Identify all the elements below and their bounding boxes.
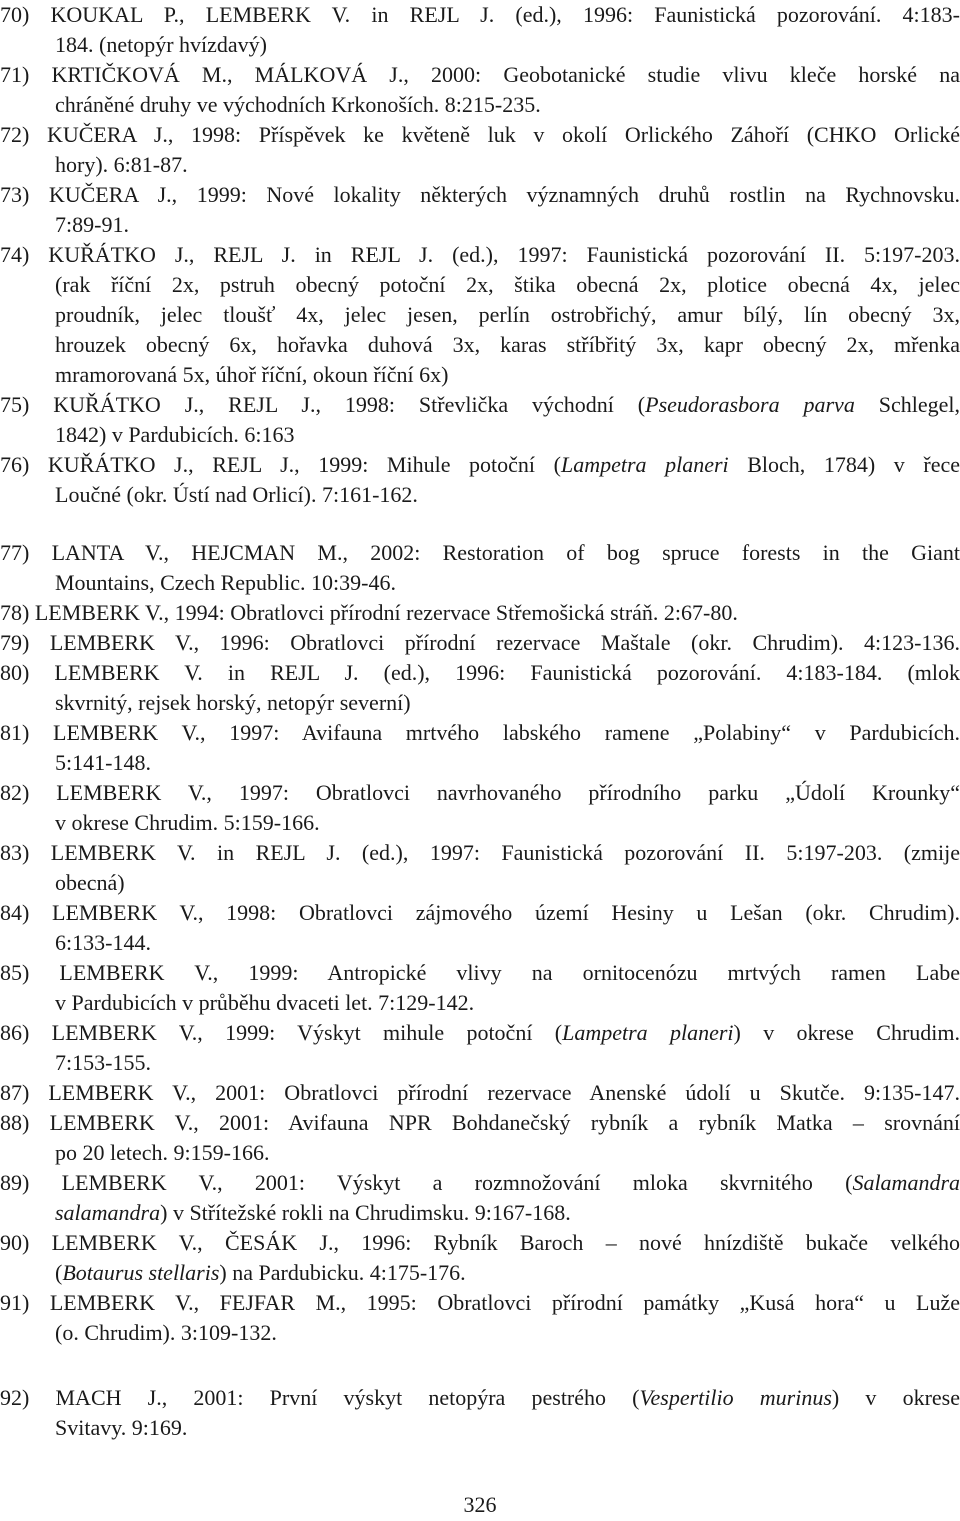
reference-line: 86) LEMBERK V., 1999: Výskyt mihule potoční (Lampetra planeri) v okrese Chrudim. — [0, 1020, 960, 1045]
reference-line: 73) KUČERA J., 1999: Nové lokality některých významných druhů rostlin na Rychnovsku. — [0, 182, 960, 207]
reference-line: 77) LANTA V., HEJCMAN M., 2002: Restoration of bog spruce forests in the Giant — [0, 540, 960, 565]
reference-line: 81) LEMBERK V., 1997: Avifauna mrtvého labského ramene „Polabiny“ v Pardubicích. — [0, 720, 960, 745]
reference-line: 7:89-91. — [55, 212, 129, 237]
page-number: 326 — [463, 1492, 497, 1517]
reference-line: 5:141-148. — [55, 750, 151, 775]
reference-line: 7:153-155. — [55, 1050, 151, 1075]
reference-line: 85) LEMBERK V., 1999: Antropické vlivy na ornitocenózu mrtvých ramen Labe — [0, 960, 960, 985]
reference-line: po 20 letech. 9:159-166. — [55, 1140, 270, 1165]
reference-line: 88) LEMBERK V., 2001: Avifauna NPR Bohdanečský rybník a rybník Matka – srovnání — [0, 1110, 960, 1135]
reference-line: 1842) v Pardubicích. 6:163 — [55, 422, 295, 447]
reference-line: Loučné (okr. Ústí nad Orlicí). 7:161-162. — [55, 482, 418, 507]
reference-line: v okrese Chrudim. 5:159-166. — [55, 810, 320, 835]
reference-line: 87) LEMBERK V., 2001: Obratlovci přírodní rezervace Anenské údolí u Skutče. 9:135-147. — [0, 1080, 960, 1105]
reference-line: skvrnitý, rejsek horský, netopýr severní) — [55, 690, 411, 715]
reference-line: Mountains, Czech Republic. 10:39-46. — [55, 570, 396, 595]
reference-line: 72) KUČERA J., 1998: Příspěvek ke květeně luk v okolí Orlického Záhoří (CHKO Orlické — [0, 122, 960, 147]
reference-line: 80) LEMBERK V. in REJL J. (ed.), 1996: Faunistická pozorování. 4:183-184. (mlok — [0, 660, 960, 685]
reference-line: (o. Chrudim). 3:109-132. — [55, 1320, 277, 1345]
reference-line: 79) LEMBERK V., 1996: Obratlovci přírodní rezervace Maštale (okr. Chrudim). 4:123-136. — [0, 630, 960, 655]
reference-line: hory). 6:81-87. — [55, 152, 188, 177]
reference-line: (Botaurus stellaris) na Pardubicku. 4:175-176. — [55, 1260, 466, 1285]
reference-line: 84) LEMBERK V., 1998: Obratlovci zájmového území Hesiny u Lešan (okr. Chrudim). — [0, 900, 960, 925]
reference-line: 78) LEMBERK V., 1994: Obratlovci přírodní rezervace Střemošická stráň. 2:67-80. — [0, 600, 738, 625]
reference-line: 90) LEMBERK V., ČESÁK J., 1996: Rybník Baroch – nové hnízdiště bukače velkého — [0, 1230, 960, 1255]
reference-line: chráněné druhy ve východních Krkonoších. 8:215-235. — [55, 92, 541, 117]
reference-line: 92) MACH J., 2001: První výskyt netopýra pestrého (Vespertilio murinus) v okrese — [0, 1385, 960, 1410]
reference-line: proudník, jelec tloušť 4x, jelec jesen, perlín ostrobřichý, amur bílý, lín obecný 3x, — [55, 302, 960, 327]
reference-line: 91) LEMBERK V., FEJFAR M., 1995: Obratlovci přírodní památky „Kusá hora“ u Luže — [0, 1290, 960, 1315]
reference-line: 74) KUŘÁTKO J., REJL J. in REJL J. (ed.), 1997: Faunistická pozorování II. 5:197-203. — [0, 242, 960, 267]
reference-line: v Pardubicích v průběhu dvaceti let. 7:129-142. — [55, 990, 475, 1015]
reference-line: 184. (netopýr hvízdavý) — [55, 32, 267, 57]
reference-line: mramorovaná 5x, úhoř říční, okoun říční 6x) — [55, 362, 449, 387]
reference-line: 76) KUŘÁTKO J., REJL J., 1999: Mihule potoční (Lampetra planeri Bloch, 1784) v řece — [0, 452, 960, 477]
reference-line: obecná) — [55, 870, 125, 895]
reference-line: 71) KRTIČKOVÁ M., MÁLKOVÁ J., 2000: Geobotanické studie vlivu kleče horské na — [0, 62, 960, 87]
reference-line: hrouzek obecný 6x, hořavka duhová 3x, karas stříbřitý 3x, kapr obecný 2x, mřenka — [55, 332, 960, 357]
reference-line: (rak říční 2x, pstruh obecný potoční 2x, štika obecná 2x, plotice obecná 4x, jelec — [55, 272, 960, 297]
reference-line: salamandra) v Střítežské rokli na Chrudimsku. 9:167-168. — [55, 1200, 571, 1225]
reference-line: 89) LEMBERK V., 2001: Výskyt a rozmnožování mloka skvrnitého (Salamandra — [0, 1170, 960, 1195]
reference-line: 83) LEMBERK V. in REJL J. (ed.), 1997: Faunistická pozorování II. 5:197-203. (zmije — [0, 840, 960, 865]
reference-line: 6:133-144. — [55, 930, 151, 955]
reference-line: Svitavy. 9:169. — [55, 1415, 188, 1440]
reference-line: 70) KOUKAL P., LEMBERK V. in REJL J. (ed.), 1996: Faunistická pozorování. 4:183- — [0, 2, 960, 27]
reference-line: 75) KUŘÁTKO J., REJL J., 1998: Střevlička východní (Pseudorasbora parva Schlegel, — [0, 392, 960, 417]
reference-line: 82) LEMBERK V., 1997: Obratlovci navrhovaného přírodního parku „Údolí Krounky“ — [0, 780, 960, 805]
